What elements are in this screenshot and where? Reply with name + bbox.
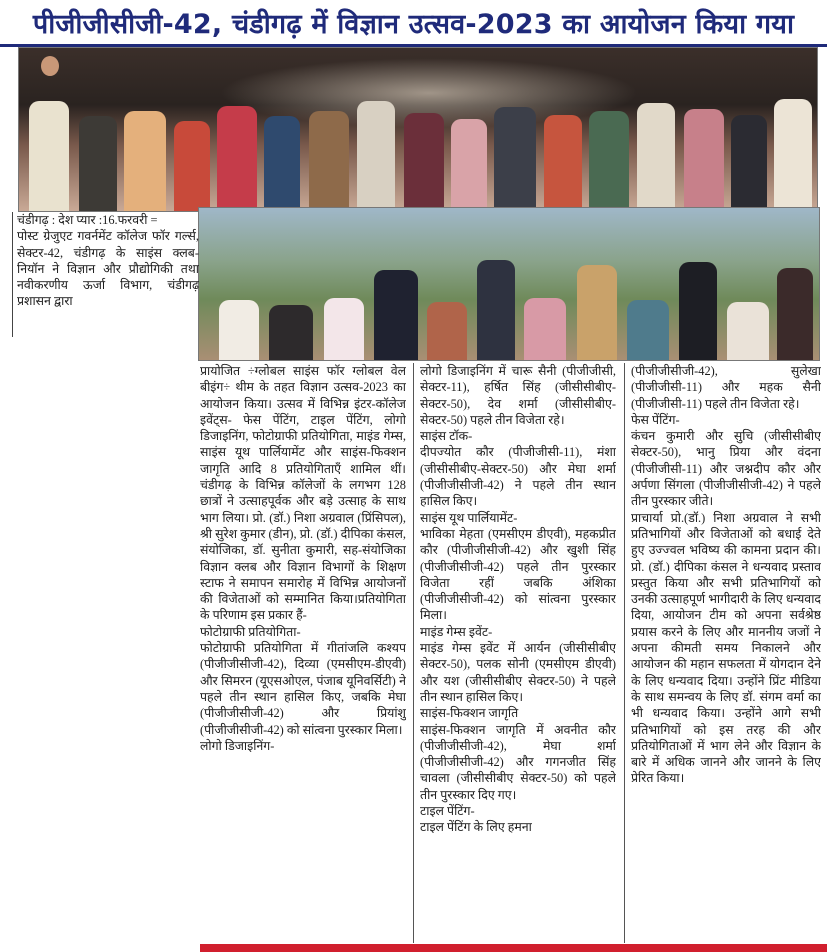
group-photo-stage (18, 47, 818, 212)
column-divider (624, 363, 625, 943)
article-column-1: प्रायोजित ÷ग्लोबल साइंस फॉर ग्लोबल वेल बीइंग÷ थीम के तहत विज्ञान उत्सव-2023 का आयोजन किया। उत्सव में विभिन्न इंटर-कॉलेज इवेंट्स- फेस पेंटिंग, टाइल पेंटिंग, लोगो डिजाइनिंग, फोटोग्राफी प्रतियोगिता, माइंड गेम्स, साइंस यूथ पार्लियामेंट और साइंस-फिक्शन जागृति आदि 8 प्रतियोगिताएँ शामिल थीं।चंडीगढ़ के विभिन्न कॉलेजों के लगभग 128 छात्रों ने उत्साहपूर्वक और बड़े उत्साह के साथ भाग लिया। प्रो. (डॉ.) निशा अग्रवाल (प्रिंसिपल), श्री सुरेश कुमार (डीन), प्रो. (डॉ.) दीपिका कंसल, संयोजिका, डॉ. सुनीता कुमारी, सह-संयोजिका विज्ञान क्लब और विज्ञान विभागों के शिक्षण स्टाफ ने समापन समारोह में विभिन्न आयोजनों की विजेताओं को सम्मानित किया।प्रतियोगिता के परिणाम इस प्रकार हैं- फोटोग्राफी प्रतियोगिता- फोटोग्राफी प्रतियोगिता में गीतांजलि कश्यप (पीजीजीसीजी-42), दिव्या (एमसीएम-डीएवी) और सिमरन (यूएसओएल, पंजाब यूनिवर्सिटी) ने पहले तीन स्थान हासिल किए, जबकि मेघा (पीजीजीसीजी-42) और प्रियांशु (पीजीजीसीजी-42) को सांत्वना पुरस्कार मिला। लोगो डिजाइनिंग- (200, 364, 406, 753)
intro-paragraph: चंडीगढ़ : देश प्यार :16.फरवरी = पोस्ट ग्रेजुएट गवर्नमेंट कॉलेज फॉर गर्ल्स, सेक्टर-42, चंडीगढ़ के साइंस क्लब- नियॉन ने विज्ञान और प्रौद्योगिकी तथा नवीकरणीय ऊर्जा विभाग, चंडीगढ़ प्रशासन द्वारा (12, 212, 199, 337)
article-column-3: (पीजीजीसीजी-42), सुलेखा (पीजीजीसी-11) और महक सैनी (पीजीजीसी-11) पहले तीन विजेता रहे। फेस पेंटिंग- कंचन कुमारी और सुचि (जीसीसीबीए सेक्टर-50), भानु प्रिया और वंदना (पीजीजीसी-11) और जश्नदीप कौर और अर्पणा सिंगला (पीजीजीसीजी-42) ने पहले तीन पुरस्कार जीते। प्राचार्या प्रो.(डॉ.) निशा अग्रवाल ने सभी प्रतिभागियों और विजेताओं को बधाई देते हुए उज्ज्वल भविष्य की कामना प्रदान की।प्रो. (डॉ.) दीपिका कंसल ने धन्यवाद प्रस्ताव प्रस्तुत किया और सभी प्रतिभागियों को उनकी उत्साहपूर्ण भागीदारी के लिए धन्यवाद दिया, आयोजन टीम को अपना सर्वश्रेष्ठ प्रयास करने के लिए और माननीय जजों ने अपना कीमती समय निकालने और आयोजन की महान सफलता में योगदान देने के लिए धन्यवाद दिया। उन्होंने प्रिंट मीडिया के साथ समन्वय के लिए डॉ. संगम वर्मा का भी धन्यवाद किया। उन्होंने आगे सभी प्रतिभागियों को इस तरह की और प्रतियोगिताओं में भाग लेने और विज्ञान के बारे में अधिक जानने और जानने के लिए प्रेरित किया। (631, 364, 821, 786)
column-divider (413, 363, 414, 943)
bottom-accent-bar (200, 944, 827, 952)
group-photo-lawn (198, 207, 820, 361)
headline: पीजीजीसीजी-42, चंडीगढ़ में विज्ञान उत्सव-2023 का आयोजन किया गया (0, 0, 827, 47)
article-column-2: लोगो डिजाइनिंग में चारू सैनी (पीजीजीसी, सेक्टर-11), हर्षित सिंह (जीसीसीबीए-सेक्टर-50), देव शर्मा (जीसीसीबीए-सेक्टर-50) पहले तीन विजेता रहे। साइंस टॉक- दीपज्योत कौर (पीजीजीसी-11), मंशा (जीसीसीबीए-सेक्टर-50) और मेघा शर्मा (पीजीजीसीजी-42) ने पहले तीन स्थान हासिल किए। साइंस यूथ पार्लियामेंट- भाविका मेहता (एमसीएम डीएवी), महकप्रीत कौर (पीजीजीसीजी-42) और खुशी सिंह (पीजीजीसीजी-42) पहले तीन पुरस्कार विजेता रहीं जबकि अंशिका (पीजीजीसीजी-42) को सांत्वना पुरस्कार मिला। माइंड गेम्स इवेंट- माइंड गेम्स इवेंट में आर्यन (जीसीसीबीए सेक्टर-50), पलक सोनी (एमसीएम डीएवी) और यश (जीसीसीबीए सेक्टर-50) ने पहले तीन स्थान हासिल किए। साइंस-फिक्शन जागृति साइंस-फिक्शन जागृति में अवनीत कौर (पीजीजीसीजी-42), मेघा शर्मा (पीजीजीसीजी-42) और गगनजीत सिंह चावला (जीसीसीबीए सेक्टर-50) को पहले तीन पुरस्कार दिए गए। टाइल पेंटिंग- टाइल पेंटिंग के लिए हमना (420, 364, 616, 835)
